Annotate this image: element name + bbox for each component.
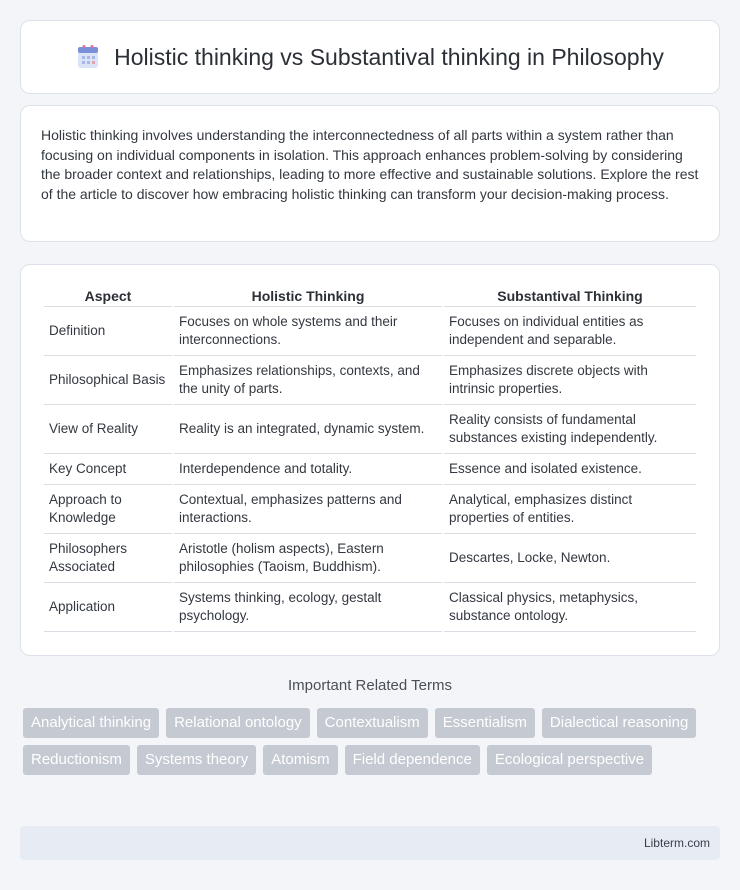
table-cell: Key Concept: [44, 454, 172, 485]
table-row: [44, 356, 696, 405]
table-cell: Emphasizes relationships, contexts, and the unity of parts.: [174, 356, 442, 405]
table-cell: Philosophers Associated: [44, 534, 172, 583]
table-cell: Focuses on whole systems and their interconnections.: [174, 307, 442, 356]
intro-card: [20, 105, 720, 242]
related-term-tag[interactable]: Contextualism: [317, 708, 428, 738]
table-cell: Reality is an integrated, dynamic system.: [174, 405, 442, 454]
related-term-tag[interactable]: Dialectical reasoning: [542, 708, 696, 738]
table-cell: Focuses on individual entities as independent and separable.: [444, 307, 696, 356]
table-cell: Emphasizes discrete objects with intrinsic properties.: [444, 356, 696, 405]
header-card: [20, 20, 720, 94]
table-cell: Systems thinking, ecology, gestalt psychology.: [174, 583, 442, 632]
related-term-tag[interactable]: Essentialism: [435, 708, 535, 738]
table-cell: Classical physics, metaphysics, substance ontology.: [444, 583, 696, 632]
table-cell: Interdependence and totality.: [174, 454, 442, 485]
table-cell: Contextual, emphasizes patterns and interactions.: [174, 485, 442, 534]
table-row: [44, 583, 696, 632]
intro-text: Holistic thinking involves understanding the interconnectedness of all parts within a system rather than focusing on individual components in isolation. This approach enhances problem-solving by considering the broader context and relationships, leading to more effective and sustainable solutions. Explore the rest of the article to discover how embracing holistic thinking can transform your decision-making process.: [41, 127, 699, 202]
table-cell: Essence and isolated existence.: [444, 454, 696, 485]
related-term-tag[interactable]: Systems theory: [137, 745, 256, 775]
table-cell: Reality consists of fundamental substances existing independently.: [444, 405, 696, 454]
comparison-table-card: [20, 264, 720, 656]
column-header: Substantival Thinking: [444, 285, 696, 307]
table-row: [44, 307, 696, 356]
table-row: [44, 405, 696, 454]
table-header-row: [44, 285, 696, 307]
related-term-tag[interactable]: Analytical thinking: [23, 708, 159, 738]
column-header: Holistic Thinking: [174, 285, 442, 307]
related-term-tag[interactable]: Relational ontology: [166, 708, 310, 738]
related-term-tag[interactable]: Atomism: [263, 745, 337, 775]
table-row: [44, 534, 696, 583]
page-title: Holistic thinking vs Substantival thinking in Philosophy: [114, 43, 664, 70]
table-cell: Philosophical Basis: [44, 356, 172, 405]
column-header: Aspect: [44, 285, 172, 307]
footer-site-link[interactable]: Libterm.com: [643, 836, 710, 850]
related-terms-list: [23, 708, 723, 775]
related-terms-title: Important Related Terms: [288, 677, 452, 694]
table-cell: Approach to Knowledge: [44, 485, 172, 534]
related-term-tag[interactable]: Ecological perspective: [487, 745, 652, 775]
footer-bar: [20, 826, 720, 860]
related-term-tag[interactable]: Field dependence: [345, 745, 480, 775]
comparison-table: [42, 285, 698, 632]
table-row: [44, 485, 696, 534]
related-term-tag[interactable]: Reductionism: [23, 745, 130, 775]
table-cell: Aristotle (holism aspects), Eastern philosophies (Taoism, Buddhism).: [174, 534, 442, 583]
table-cell: Application: [44, 583, 172, 632]
table-cell: Descartes, Locke, Newton.: [444, 534, 696, 583]
table-cell: Analytical, emphasizes distinct properties of entities.: [444, 485, 696, 534]
document-icon: [76, 44, 100, 70]
table-cell: Definition: [44, 307, 172, 356]
table-cell: View of Reality: [44, 405, 172, 454]
table-row: [44, 454, 696, 485]
